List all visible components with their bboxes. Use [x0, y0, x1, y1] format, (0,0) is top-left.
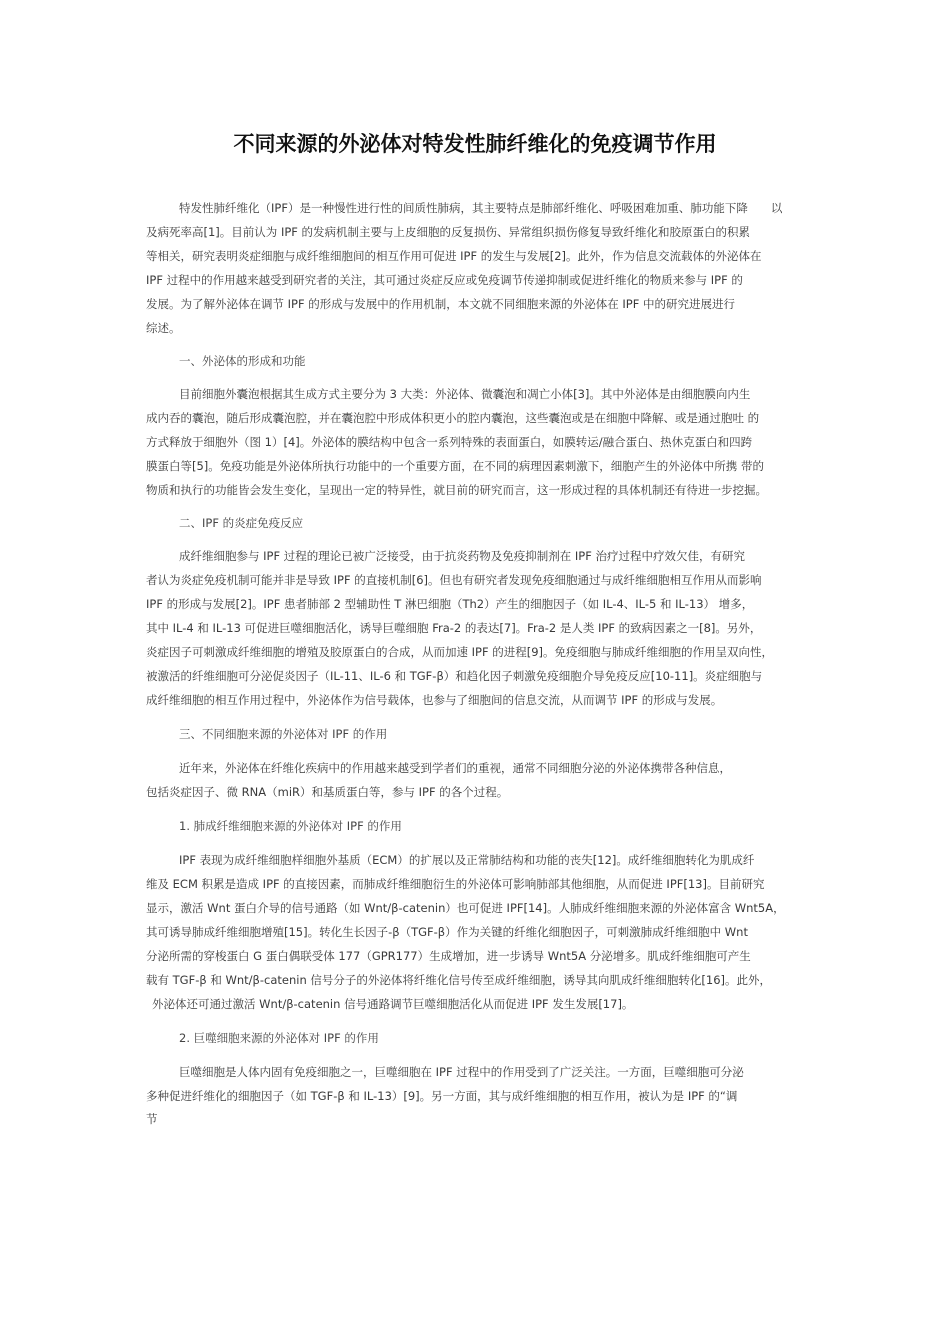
body-line: 载有 TGF-β 和 Wnt/β-catenin 信号分子的外泌体将纤维化信号传至成纤维细胞，诱导其向肌成纤维细胞转化[16]。此外，	[146, 973, 772, 987]
body-line: IPF 过程中的作用越来越受到研究者的关注，其可通过炎症反应或免疫调节传递抑制或促进纤维化的物质来参与 IPF 的	[146, 273, 743, 287]
body-line: 显示，激活 Wnt 蛋白介导的信号通路（如 Wnt/β-catenin）也可促进 IPF[14]。人肺成纤维细胞来源的外泌体富含 Wnt5A，	[146, 901, 785, 915]
body-line: 外泌体还可通过激活 Wnt/β-catenin 信号通路调节巨噬细胞活化从而促进 IPF 发生发展[17]。	[152, 997, 634, 1011]
body-line: 包括炎症因子、微 RNA（miR）和基质蛋白等，参与 IPF 的各个过程。	[146, 785, 509, 799]
document-title: 不同来源的外泌体对特发性肺纤维化的免疫调节作用	[233, 132, 717, 156]
body-line: 成内吞的囊泡，随后形成囊泡腔，并在囊泡腔中形成体积更小的腔内囊泡，这些囊泡或是在细胞中降解、或是通过胞吐 的	[146, 411, 760, 425]
body-line: 物质和执行的功能皆会发生变化，呈现出一定的特异性，就目前的研究而言，这一形成过程的具体机制还有待进一步挖掘。	[146, 483, 767, 497]
body-line: 被激活的纤维细胞可分泌促炎因子（IL-11、IL-6 和 TGF-β）和趋化因子刺激免疫细胞介导免疫反应[10-11]。炎症细胞与	[146, 669, 763, 683]
body-line: 膜蛋白等[5]。免疫功能是外泌体所执行功能中的一个重要方面，在不同的病理因素刺激下，细胞产生的外泌体中所携 带的	[146, 459, 764, 473]
body-line: 成纤维细胞参与 IPF 过程的理论已被广泛接受，由于抗炎药物及免疫抑制剂在 IPF 治疗过程中疗效欠佳，有研究	[179, 549, 745, 563]
body-line: 其中 IL-4 和 IL-13 可促进巨噬细胞活化，诱导巨噬细胞 Fra-2 的表达[7]。Fra-2 是人类 IPF 的致病因素之一[8]。另外，	[146, 621, 762, 635]
body-line: 多种促进纤维化的细胞因子（如 TGF-β 和 IL-13）[9]。另一方面，其与成纤维细胞的相互作用，被认为是 IPF 的“调	[146, 1089, 738, 1103]
section-heading: 三、不同细胞来源的外泌体对 IPF 的作用	[179, 727, 388, 741]
section-heading: 一、外泌体的形成和功能	[179, 354, 306, 368]
body-line: 巨噬细胞是人体内固有免疫细胞之一，巨噬细胞在 IPF 过程中的作用受到了广泛关注。一方面，巨噬细胞可分泌	[179, 1065, 744, 1079]
body-line: 目前细胞外囊泡根据其生成方式主要分为 3 大类：外泌体、微囊泡和凋亡小体[3]。其中外泌体是由细胞膜向内生	[179, 387, 751, 401]
body-line: 发展。为了解外泌体在调节 IPF 的形成与发展中的作用机制，本文就不同细胞来源的外泌体在 IPF 中的研究进展进行	[146, 297, 735, 311]
body-line: 方式释放于细胞外（图 1）[4]。外泌体的膜结构中包含一系列特殊的表面蛋白，如膜转运/融合蛋白、热休克蛋白和四跨	[146, 435, 753, 449]
section-heading: 二、IPF 的炎症免疫反应	[179, 516, 304, 530]
body-line: 分泌所需的穿梭蛋白 G 蛋白偶联受体 177（GPR177）生成增加，进一步诱导 Wnt5A 分泌增多。肌成纤维细胞可产生	[146, 949, 751, 963]
body-line: 等相关，研究表明炎症细胞与成纤维细胞间的相互作用可促进 IPF 的发生与发展[2]。此外，作为信息交流载体的外泌体在	[146, 249, 762, 263]
body-line: 特发性肺纤维化（IPF）是一种慢性进行性的间质性肺病，其主要特点是肺部纤维化、呼吸困难加重、肺功能下降 以	[179, 201, 783, 215]
subsection-heading: 2. 巨噬细胞来源的外泌体对 IPF 的作用	[179, 1031, 379, 1045]
body-line: IPF 表现为成纤维细胞样细胞外基质（ECM）的扩展以及正常肺结构和功能的丧失[12]。成纤维细胞转化为肌成纤	[179, 853, 755, 867]
body-line: 维及 ECM 积累是造成 IPF 的直接因素，而肺成纤维细胞衍生的外泌体可影响肺部其他细胞，从而促进 IPF[13]。目前研究	[146, 877, 765, 891]
body-line: 炎症因子可刺激成纤维细胞的增殖及胶原蛋白的合成，从而加速 IPF 的进程[9]。免疫细胞与肺成纤维细胞的作用呈双向性，	[146, 645, 774, 659]
subsection-heading: 1. 肺成纤维细胞来源的外泌体对 IPF 的作用	[179, 819, 402, 833]
body-line: 成纤维细胞的相互作用过程中，外泌体作为信号载体，也参与了细胞间的信息交流，从而调节 IPF 的形成与发展。	[146, 693, 723, 707]
body-line: 近年来，外泌体在纤维化疾病中的作用越来越受到学者们的重视，通常不同细胞分泌的外泌体携带各种信息，	[179, 761, 731, 775]
body-line: 者认为炎症免疫机制可能并非是导致 IPF 的直接机制[6]。但也有研究者发现免疫细胞通过与成纤维细胞相互作用从而影响	[146, 573, 762, 587]
body-line: 其可诱导肺成纤维细胞增殖[15]。转化生长因子-β（TGF-β）作为关键的纤维化细胞因子，可刺激肺成纤维细胞中 Wnt	[146, 925, 748, 939]
body-line: 及病死率高[1]。目前认为 IPF 的发病机制主要与上皮细胞的反复损伤、异常组织损伤修复导致纤维化和胶原蛋白的积累	[146, 225, 751, 239]
body-line: 节	[146, 1112, 158, 1126]
body-line: 综述。	[146, 321, 181, 335]
body-line: IPF 的形成与发展[2]。IPF 患者肺部 2 型辅助性 T 淋巴细胞（Th2）产生的细胞因子（如 IL-4、IL-5 和 IL-13） 增多，	[146, 597, 754, 611]
